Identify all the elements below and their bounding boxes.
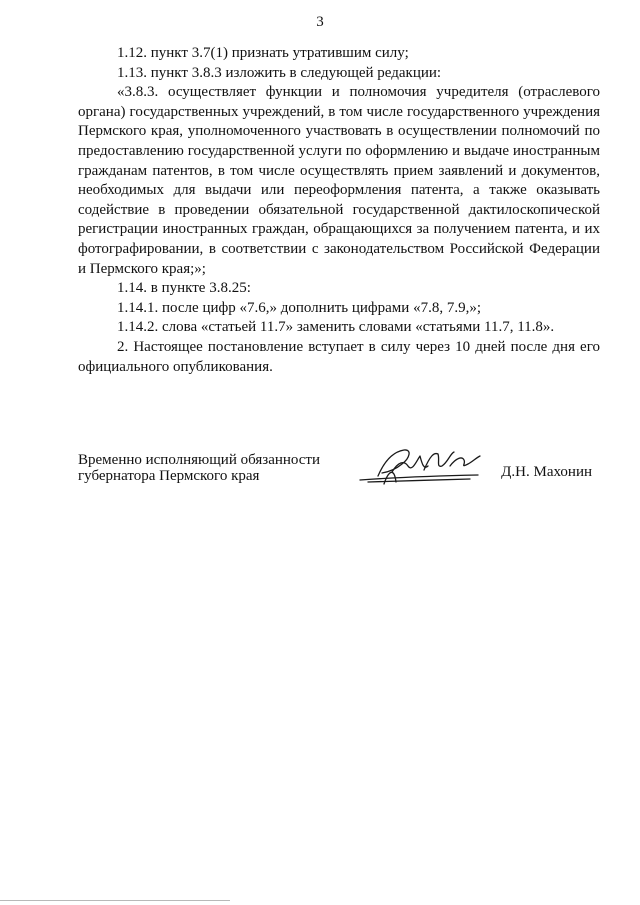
paragraph-1-14-2: 1.14.2. слова «статьей 11.7» заменить словами «статьями 11.7, 11.8». (117, 319, 555, 336)
paragraph-1-12: 1.12. пункт 3.7(1) признать утратившим силу; (117, 45, 409, 61)
footer-rule (0, 900, 230, 901)
paragraph-2-effective-date: 2. Настоящее постановление вступает в силу через 10 дней после дня его официального опубликования. (78, 338, 600, 375)
signatory-title-line-1: Временно исполняющий обязанности (78, 452, 321, 468)
signature-block (78, 452, 600, 502)
paragraph-1-14-1: 1.14.1. после цифр «7.6,» дополнить цифрами «7.8, 7.9,»; (117, 299, 481, 316)
paragraph-3-8-3-quote: «3.8.3. осуществляет функции и полномочия учредителя (отраслевого органа) государственных учреждений, в том числе государственного учреждения Пермского края, уполномоченного участвовать в осуществлении полномочий по предоставлению государственной услуги по оформлению и выдаче иностранным гражданам патентов, в том числе осуществлять прием заявлений и документов, необходимых для выдачи или переоформления патента, а также оказывать содействие в проведении обязательной государственной дактилоскопической регистрации иностранных граждан, обращающихся за получением патента, и их фотографировании, в соответствии с законодательством Российской Федерации и Пермского края;»; (78, 84, 600, 277)
handwritten-signature (358, 442, 488, 492)
signatory-name: Д.Н. Махонин (501, 464, 592, 480)
page-number: 3 (316, 14, 324, 30)
paragraph-1-14: 1.14. в пункте 3.8.25: (117, 280, 251, 297)
signatory-title (78, 452, 320, 484)
document-body (78, 44, 600, 377)
signatory-title-line-2: губернатора Пермского края (78, 468, 260, 484)
paragraph-1-13: 1.13. пункт 3.8.3 изложить в следующей редакции: (117, 64, 442, 81)
